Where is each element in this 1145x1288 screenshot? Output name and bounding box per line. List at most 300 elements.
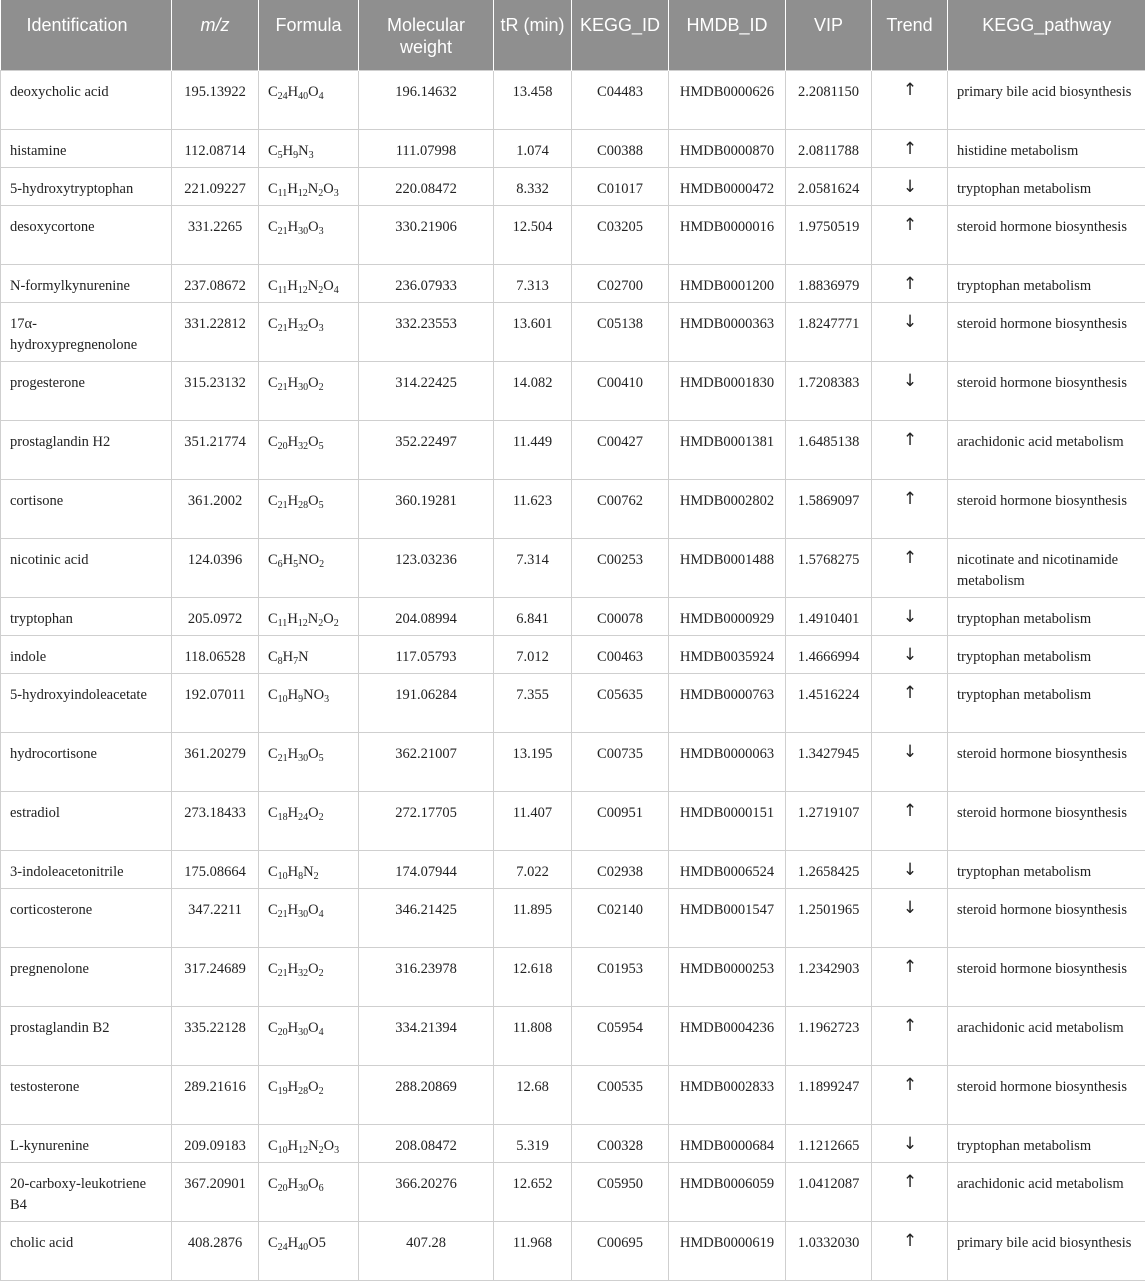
cell-hmdb: HMDB0001488 — [669, 538, 786, 597]
cell-pathway: steroid hormone biosynthesis — [948, 888, 1145, 947]
cell-formula — [259, 205, 359, 264]
table-row — [1, 947, 1145, 1006]
cell-mw: 236.07933 — [359, 264, 494, 302]
formula-subscript: 7 — [293, 655, 299, 667]
cell-hmdb: HMDB0000063 — [669, 732, 786, 791]
cell-hmdb: HMDB0001830 — [669, 361, 786, 420]
formula-element: O — [308, 1175, 319, 1192]
table-body — [1, 70, 1145, 1280]
trend-up-arrow-icon: ↑ — [872, 420, 948, 479]
formula-element: O — [308, 804, 319, 821]
formula-element: N — [307, 180, 319, 197]
cell-id: L-kynurenine — [1, 1124, 172, 1162]
cell-vip: 1.4910401 — [786, 597, 872, 635]
cell-mz: 237.08672 — [172, 264, 259, 302]
cell-formula — [259, 1006, 359, 1065]
cell-id: progesterone — [1, 361, 172, 420]
formula-element: N — [303, 863, 314, 880]
table-row — [1, 264, 1145, 302]
cell-id: deoxycholic acid — [1, 70, 172, 129]
cell-formula — [259, 167, 359, 205]
formula-subscript: 21 — [277, 908, 288, 920]
formula-subscript: 4 — [318, 908, 324, 920]
cell-kegg: C01953 — [572, 947, 669, 1006]
cell-vip: 1.2342903 — [786, 947, 872, 1006]
formula-subscript: 28 — [298, 1085, 309, 1097]
formula-subscript: 24 — [277, 90, 288, 102]
formula-subscript: 32 — [298, 967, 309, 979]
formula-element: H — [287, 804, 299, 821]
formula-element: C — [268, 1019, 278, 1036]
cell-mw: 316.23978 — [359, 947, 494, 1006]
formula-subscript: 12 — [297, 187, 308, 199]
cell-hmdb: HMDB0000763 — [669, 673, 786, 732]
formula-element: N — [298, 142, 309, 159]
cell-formula — [259, 264, 359, 302]
formula-element: C — [268, 492, 278, 509]
cell-id: pregnenolone — [1, 947, 172, 1006]
formula-subscript: 21 — [277, 967, 288, 979]
cell-formula — [259, 538, 359, 597]
formula-subscript: 40 — [298, 90, 309, 102]
cell-pathway: tryptophan metabolism — [948, 850, 1145, 888]
cell-mw: 346.21425 — [359, 888, 494, 947]
formula-subscript: 2 — [318, 1085, 324, 1097]
formula-element: H — [287, 433, 299, 450]
formula-element: C — [268, 1137, 278, 1154]
formula-subscript: 2 — [318, 967, 324, 979]
trend-up-arrow-icon: ↑ — [872, 538, 948, 597]
formula-subscript: 30 — [298, 225, 309, 237]
table-row — [1, 1124, 1145, 1162]
cell-vip: 2.2081150 — [786, 70, 872, 129]
trend-down-arrow-icon: ↓ — [872, 361, 948, 420]
formula-subscript: 28 — [298, 499, 309, 511]
cell-id: 5-hydroxyindoleacetate — [1, 673, 172, 732]
cell-mz: 317.24689 — [172, 947, 259, 1006]
trend-down-arrow-icon: ↓ — [872, 302, 948, 361]
cell-vip: 2.0581624 — [786, 167, 872, 205]
cell-tr: 7.313 — [494, 264, 572, 302]
trend-up-arrow-icon: ↑ — [872, 791, 948, 850]
formula-element: O — [308, 492, 319, 509]
formula-element: C — [268, 1234, 278, 1251]
formula-subscript: 5 — [293, 558, 299, 570]
trend-down-arrow-icon: ↓ — [872, 1124, 948, 1162]
cell-formula — [259, 732, 359, 791]
cell-formula — [259, 1065, 359, 1124]
cell-tr: 7.355 — [494, 673, 572, 732]
formula-subscript: 21 — [277, 752, 288, 764]
cell-mz: 351.21774 — [172, 420, 259, 479]
formula-element: O5 — [308, 1234, 326, 1251]
formula-element: O — [308, 1019, 319, 1036]
cell-tr: 11.968 — [494, 1221, 572, 1280]
cell-mw: 334.21394 — [359, 1006, 494, 1065]
formula-element: C — [268, 551, 278, 568]
formula-element: C — [268, 374, 278, 391]
trend-down-arrow-icon: ↓ — [872, 850, 948, 888]
cell-vip: 1.9750519 — [786, 205, 872, 264]
cell-kegg: C00951 — [572, 791, 669, 850]
column-header-pathway: KEGG_pathway — [948, 0, 1145, 70]
formula-subscript: 2 — [313, 870, 319, 882]
cell-kegg: C00695 — [572, 1221, 669, 1280]
formula-subscript: 30 — [298, 908, 309, 920]
cell-formula — [259, 635, 359, 673]
cell-id: hydrocortisone — [1, 732, 172, 791]
cell-hmdb: HMDB0006524 — [669, 850, 786, 888]
cell-vip: 1.1212665 — [786, 1124, 872, 1162]
formula-subscript: 10 — [277, 693, 288, 705]
cell-formula — [259, 888, 359, 947]
cell-kegg: C00328 — [572, 1124, 669, 1162]
cell-id: 17α-hydroxypregnenolone — [1, 302, 172, 361]
cell-mz: 335.22128 — [172, 1006, 259, 1065]
cell-mw: 196.14632 — [359, 70, 494, 129]
trend-down-arrow-icon: ↓ — [872, 732, 948, 791]
cell-kegg: C00388 — [572, 129, 669, 167]
formula-element: C — [268, 863, 278, 880]
cell-vip: 1.7208383 — [786, 361, 872, 420]
formula-element: H — [287, 901, 299, 918]
cell-pathway: steroid hormone biosynthesis — [948, 205, 1145, 264]
formula-element: C — [268, 686, 278, 703]
cell-formula — [259, 850, 359, 888]
formula-element: N — [308, 1137, 319, 1154]
cell-id: N-formylkynurenine — [1, 264, 172, 302]
cell-tr: 12.504 — [494, 205, 572, 264]
cell-mw: 288.20869 — [359, 1065, 494, 1124]
formula-subscript: 32 — [298, 440, 309, 452]
cell-hmdb: HMDB0001547 — [669, 888, 786, 947]
formula-element: O — [308, 960, 319, 977]
table-row — [1, 850, 1145, 888]
cell-kegg: C00463 — [572, 635, 669, 673]
cell-kegg: C02938 — [572, 850, 669, 888]
cell-mz: 315.23132 — [172, 361, 259, 420]
cell-formula — [259, 673, 359, 732]
formula-subscript: 12 — [298, 1144, 309, 1156]
formula-subscript: 32 — [298, 322, 309, 334]
cell-kegg: C05635 — [572, 673, 669, 732]
formula-subscript: 9 — [293, 149, 299, 161]
cell-kegg: C00427 — [572, 420, 669, 479]
formula-element: C — [268, 218, 278, 235]
formula-subscript: 2 — [318, 1144, 324, 1156]
cell-id: 3-indoleacetonitrile — [1, 850, 172, 888]
formula-element: O — [323, 180, 334, 197]
formula-subscript: 2 — [318, 284, 324, 296]
cell-pathway: histidine metabolism — [948, 129, 1145, 167]
cell-vip: 1.5869097 — [786, 479, 872, 538]
table-row — [1, 129, 1145, 167]
cell-vip: 1.0412087 — [786, 1162, 872, 1221]
trend-up-arrow-icon: ↑ — [872, 1006, 948, 1065]
cell-id: nicotinic acid — [1, 538, 172, 597]
formula-element: C — [268, 745, 278, 762]
cell-mz: 195.13922 — [172, 70, 259, 129]
formula-element: C — [268, 1175, 278, 1192]
column-header-hmdb: HMDB_ID — [669, 0, 786, 70]
formula-element: H — [287, 492, 299, 509]
cell-mw: 174.07944 — [359, 850, 494, 888]
formula-element: H — [287, 863, 299, 880]
formula-element: N — [307, 277, 319, 294]
formula-subscript: 5 — [277, 149, 283, 161]
formula-subscript: 20 — [277, 1182, 288, 1194]
cell-tr: 11.895 — [494, 888, 572, 947]
column-header-mw: Molecular weight — [359, 0, 494, 70]
column-header-vip: VIP — [786, 0, 872, 70]
cell-vip: 1.5768275 — [786, 538, 872, 597]
cell-tr: 8.332 — [494, 167, 572, 205]
formula-subscript: 30 — [298, 381, 309, 393]
formula-element: O — [308, 218, 319, 235]
formula-element: O — [308, 433, 319, 450]
formula-subscript: 10 — [277, 870, 288, 882]
cell-tr: 11.808 — [494, 1006, 572, 1065]
cell-vip: 2.0811788 — [786, 129, 872, 167]
formula-element: H — [282, 648, 294, 665]
cell-mw: 220.08472 — [359, 167, 494, 205]
column-header-mz: m/z — [172, 0, 259, 70]
trend-down-arrow-icon: ↓ — [872, 635, 948, 673]
trend-up-arrow-icon: ↑ — [872, 1221, 948, 1280]
table-row — [1, 1162, 1145, 1221]
cell-formula — [259, 597, 359, 635]
formula-subscript: 40 — [298, 1241, 309, 1253]
cell-vip: 1.8836979 — [786, 264, 872, 302]
cell-hmdb: HMDB0002802 — [669, 479, 786, 538]
cell-tr: 12.652 — [494, 1162, 572, 1221]
cell-tr: 6.841 — [494, 597, 572, 635]
trend-up-arrow-icon: ↑ — [872, 70, 948, 129]
cell-vip: 1.8247771 — [786, 302, 872, 361]
table-row — [1, 1221, 1145, 1280]
cell-pathway: tryptophan metabolism — [948, 1124, 1145, 1162]
cell-formula — [259, 361, 359, 420]
cell-pathway: primary bile acid biosynthesis — [948, 70, 1145, 129]
cell-pathway: tryptophan metabolism — [948, 597, 1145, 635]
cell-id: indole — [1, 635, 172, 673]
formula-element: O — [308, 901, 319, 918]
cell-mw: 352.22497 — [359, 420, 494, 479]
formula-element: C — [268, 433, 278, 450]
cell-mz: 205.0972 — [172, 597, 259, 635]
cell-pathway: steroid hormone biosynthesis — [948, 361, 1145, 420]
formula-element: H — [287, 218, 299, 235]
cell-id: cholic acid — [1, 1221, 172, 1280]
cell-vip: 1.0332030 — [786, 1221, 872, 1280]
trend-up-arrow-icon: ↑ — [872, 1162, 948, 1221]
formula-subscript: 30 — [298, 752, 309, 764]
cell-mz: 331.2265 — [172, 205, 259, 264]
header-row — [1, 0, 1145, 70]
table-row — [1, 302, 1145, 361]
formula-element: O — [323, 1137, 335, 1154]
cell-vip: 1.3427945 — [786, 732, 872, 791]
table-row — [1, 420, 1145, 479]
cell-pathway: tryptophan metabolism — [948, 167, 1145, 205]
cell-mw: 111.07998 — [359, 129, 494, 167]
cell-mz: 192.07011 — [172, 673, 259, 732]
formula-subscript: 12 — [297, 617, 308, 629]
cell-hmdb: HMDB0001200 — [669, 264, 786, 302]
cell-kegg: C02700 — [572, 264, 669, 302]
cell-vip: 1.2719107 — [786, 791, 872, 850]
formula-subscript: 18 — [277, 811, 288, 823]
formula-subscript: 3 — [318, 225, 324, 237]
formula-subscript: 21 — [277, 381, 288, 393]
formula-subscript: 2 — [333, 617, 339, 629]
formula-element: H — [287, 374, 299, 391]
formula-subscript: 19 — [277, 1085, 288, 1097]
formula-element: NO — [303, 686, 325, 703]
cell-tr: 7.012 — [494, 635, 572, 673]
table-row — [1, 479, 1145, 538]
cell-formula — [259, 947, 359, 1006]
cell-pathway: nicotinate and nicotinamide metabolism — [948, 538, 1145, 597]
trend-up-arrow-icon: ↑ — [872, 673, 948, 732]
cell-kegg: C05954 — [572, 1006, 669, 1065]
cell-mw: 123.03236 — [359, 538, 494, 597]
cell-formula — [259, 1162, 359, 1221]
table-row — [1, 597, 1145, 635]
formula-element: O — [308, 745, 319, 762]
cell-pathway: steroid hormone biosynthesis — [948, 732, 1145, 791]
cell-vip: 1.1899247 — [786, 1065, 872, 1124]
formula-subscript: 9 — [298, 693, 304, 705]
cell-formula — [259, 791, 359, 850]
cell-formula — [259, 479, 359, 538]
cell-mw: 407.28 — [359, 1221, 494, 1280]
cell-mz: 273.18433 — [172, 791, 259, 850]
cell-mz: 124.0396 — [172, 538, 259, 597]
cell-mw: 204.08994 — [359, 597, 494, 635]
formula-element: C — [268, 142, 278, 159]
cell-mz: 221.09227 — [172, 167, 259, 205]
cell-hmdb: HMDB0006059 — [669, 1162, 786, 1221]
cell-tr: 14.082 — [494, 361, 572, 420]
cell-kegg: C00410 — [572, 361, 669, 420]
formula-element: H — [287, 83, 299, 100]
trend-down-arrow-icon: ↓ — [872, 888, 948, 947]
cell-mw: 208.08472 — [359, 1124, 494, 1162]
cell-tr: 12.618 — [494, 947, 572, 1006]
trend-up-arrow-icon: ↑ — [872, 205, 948, 264]
cell-pathway: steroid hormone biosynthesis — [948, 947, 1145, 1006]
table-row — [1, 1065, 1145, 1124]
cell-pathway: arachidonic acid metabolism — [948, 1162, 1145, 1221]
formula-subscript: 24 — [277, 1241, 288, 1253]
cell-mw: 330.21906 — [359, 205, 494, 264]
cell-hmdb: HMDB0000929 — [669, 597, 786, 635]
cell-kegg: C03205 — [572, 205, 669, 264]
formula-element: H — [287, 686, 299, 703]
formula-subscript: 5 — [318, 752, 324, 764]
formula-subscript: 10 — [277, 1144, 288, 1156]
cell-mz: 209.09183 — [172, 1124, 259, 1162]
cell-kegg: C05138 — [572, 302, 669, 361]
formula-element: C — [268, 901, 278, 918]
cell-kegg: C00762 — [572, 479, 669, 538]
formula-element: H — [287, 315, 299, 332]
column-header-formula: Formula — [259, 0, 359, 70]
formula-element: C — [268, 804, 278, 821]
column-header-trend: Trend — [872, 0, 948, 70]
formula-subscript: 11 — [277, 187, 288, 199]
cell-vip: 1.6485138 — [786, 420, 872, 479]
cell-kegg: C04483 — [572, 70, 669, 129]
formula-subscript: 21 — [277, 499, 288, 511]
cell-tr: 7.314 — [494, 538, 572, 597]
cell-vip: 1.2501965 — [786, 888, 872, 947]
cell-mw: 360.19281 — [359, 479, 494, 538]
cell-vip: 1.1962723 — [786, 1006, 872, 1065]
formula-subscript: 11 — [277, 617, 288, 629]
cell-tr: 13.195 — [494, 732, 572, 791]
cell-kegg: C01017 — [572, 167, 669, 205]
column-header-kegg: KEGG_ID — [572, 0, 669, 70]
table-row — [1, 635, 1145, 673]
cell-formula — [259, 1221, 359, 1280]
cell-pathway: arachidonic acid metabolism — [948, 1006, 1145, 1065]
table-row — [1, 70, 1145, 129]
formula-element: N — [298, 648, 309, 665]
formula-element: C — [268, 277, 278, 294]
cell-id: histamine — [1, 129, 172, 167]
formula-element: C — [268, 180, 278, 197]
formula-element: H — [287, 1137, 299, 1154]
table-row — [1, 205, 1145, 264]
cell-hmdb: HMDB0000870 — [669, 129, 786, 167]
cell-tr: 11.449 — [494, 420, 572, 479]
formula-subscript: 4 — [318, 1026, 324, 1038]
cell-tr: 7.022 — [494, 850, 572, 888]
cell-mw: 366.20276 — [359, 1162, 494, 1221]
cell-mw: 332.23553 — [359, 302, 494, 361]
cell-pathway: steroid hormone biosynthesis — [948, 791, 1145, 850]
formula-element: O — [308, 1078, 319, 1095]
formula-subscript: 5 — [318, 499, 324, 511]
cell-tr: 13.458 — [494, 70, 572, 129]
cell-id: 20-carboxy-leukotriene B4 — [1, 1162, 172, 1221]
formula-subscript: 30 — [298, 1182, 309, 1194]
formula-element: H — [282, 142, 294, 159]
table-row — [1, 167, 1145, 205]
cell-formula — [259, 302, 359, 361]
formula-subscript: 4 — [333, 284, 339, 296]
cell-tr: 11.623 — [494, 479, 572, 538]
cell-formula — [259, 129, 359, 167]
cell-formula — [259, 70, 359, 129]
cell-kegg: C02140 — [572, 888, 669, 947]
cell-formula — [259, 1124, 359, 1162]
formula-element: H — [287, 1234, 299, 1251]
trend-up-arrow-icon: ↑ — [872, 264, 948, 302]
table-row — [1, 673, 1145, 732]
cell-pathway: arachidonic acid metabolism — [948, 420, 1145, 479]
cell-hmdb: HMDB0000472 — [669, 167, 786, 205]
cell-kegg: C00253 — [572, 538, 669, 597]
cell-mz: 361.20279 — [172, 732, 259, 791]
formula-element: N — [307, 610, 319, 627]
table-header — [1, 0, 1145, 70]
formula-subscript: 2 — [318, 811, 324, 823]
cell-mw: 272.17705 — [359, 791, 494, 850]
cell-pathway: tryptophan metabolism — [948, 635, 1145, 673]
